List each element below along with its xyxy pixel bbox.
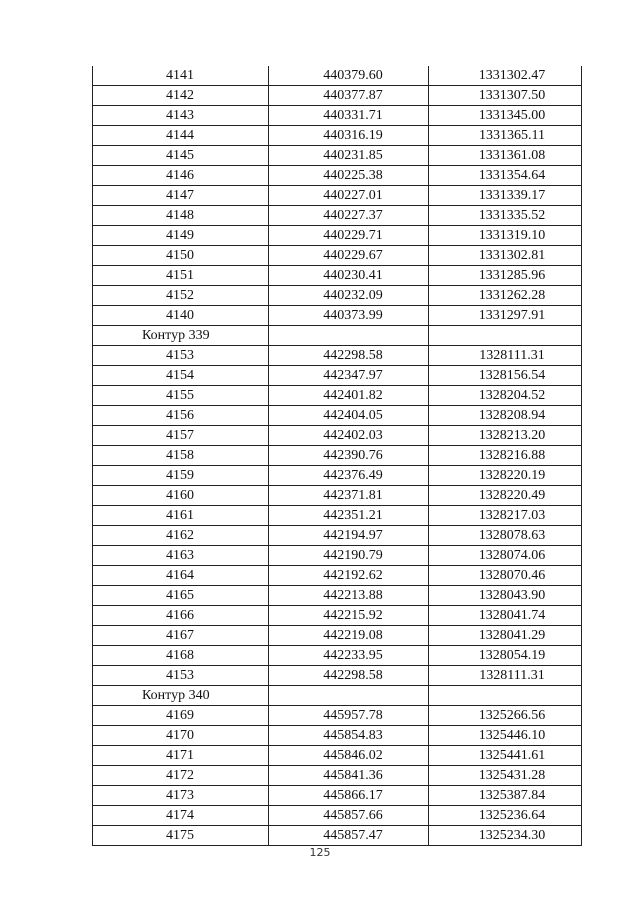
table-row — [92, 726, 582, 746]
point-number-cell: 4152 — [166, 288, 194, 303]
point-number-cell: 4147 — [166, 188, 194, 203]
x-coordinate-cell: 440227.01 — [323, 188, 383, 203]
point-number-cell: 4158 — [166, 448, 194, 463]
point-number-cell: 4161 — [166, 508, 194, 523]
y-coordinate-cell: 1328111.31 — [479, 348, 545, 363]
y-coordinate-cell: 1328041.74 — [478, 608, 546, 623]
y-coordinate-cell: 1331262.28 — [478, 288, 546, 303]
y-coordinate-cell: 1331335.52 — [478, 208, 546, 223]
table-row — [92, 166, 582, 186]
x-coordinate-cell: 440373.99 — [323, 308, 383, 323]
point-number-cell: 4160 — [166, 488, 194, 503]
y-coordinate-cell: 1328111.31 — [479, 668, 545, 683]
y-coordinate-cell: 1328204.52 — [478, 388, 546, 403]
point-number-cell: 4163 — [166, 548, 194, 563]
table-row — [92, 606, 582, 626]
x-coordinate-cell: 442219.08 — [323, 628, 383, 643]
x-coordinate-cell: 442402.03 — [323, 428, 383, 443]
point-number-cell: 4156 — [166, 408, 194, 423]
y-coordinate-cell: 1328070.46 — [478, 568, 546, 583]
y-coordinate-cell: 1325266.56 — [478, 708, 546, 723]
y-coordinate-cell: 1325446.10 — [478, 728, 546, 743]
table-row — [92, 226, 582, 246]
point-number-cell: 4165 — [166, 588, 194, 603]
x-coordinate-cell: 442401.82 — [323, 388, 383, 403]
table-row — [92, 346, 582, 366]
x-coordinate-cell: 442376.49 — [323, 468, 383, 483]
table-row — [92, 786, 582, 806]
x-coordinate-cell: 440232.09 — [323, 288, 383, 303]
y-coordinate-cell: 1331354.64 — [478, 168, 546, 183]
contour-label: Контур 340 — [142, 688, 210, 703]
table-row — [92, 106, 582, 126]
x-coordinate-cell — [268, 326, 428, 346]
table-row — [92, 306, 582, 326]
x-coordinate-cell: 440227.37 — [323, 208, 383, 223]
table-row — [92, 626, 582, 646]
table-row — [92, 146, 582, 166]
x-coordinate-cell: 442194.97 — [323, 528, 383, 543]
y-coordinate-cell: 1331365.11 — [479, 128, 545, 143]
point-number-cell: 4175 — [166, 828, 194, 843]
table-row — [92, 426, 582, 446]
point-number-cell: 4155 — [166, 388, 194, 403]
table-row — [92, 586, 582, 606]
y-coordinate-cell: 1331302.47 — [478, 68, 546, 83]
point-number-cell: 4153 — [166, 348, 194, 363]
table-row — [92, 546, 582, 566]
contour-header-row — [92, 686, 582, 706]
point-number-cell: 4150 — [166, 248, 194, 263]
y-coordinate-cell: 1325387.84 — [478, 788, 546, 803]
point-number-cell: 4171 — [166, 748, 194, 763]
table-row — [92, 86, 582, 106]
point-number-cell: 4145 — [166, 148, 194, 163]
point-number-cell: 4144 — [166, 128, 194, 143]
x-coordinate-cell: 440229.67 — [323, 248, 383, 263]
table-row — [92, 386, 582, 406]
y-coordinate-cell: 1328217.03 — [478, 508, 546, 523]
x-coordinate-cell: 440377.87 — [323, 88, 383, 103]
x-coordinate-cell: 440225.38 — [323, 168, 383, 183]
table-row — [92, 246, 582, 266]
point-number-cell: 4169 — [166, 708, 194, 723]
x-coordinate-cell: 445957.78 — [323, 708, 383, 723]
y-coordinate-cell: 1331307.50 — [478, 88, 546, 103]
point-number-cell: 4173 — [166, 788, 194, 803]
x-coordinate-cell: 445857.47 — [323, 828, 383, 843]
y-coordinate-cell: 1328208.94 — [478, 408, 546, 423]
x-coordinate-cell: 445866.17 — [323, 788, 383, 803]
y-coordinate-cell: 1331302.81 — [478, 248, 546, 263]
x-coordinate-cell: 440316.19 — [323, 128, 383, 143]
point-number-cell: 4149 — [166, 228, 194, 243]
point-number-cell: 4164 — [166, 568, 194, 583]
x-coordinate-cell: 442215.92 — [323, 608, 383, 623]
x-coordinate-cell — [268, 686, 428, 706]
x-coordinate-cell: 445857.66 — [323, 808, 383, 823]
point-number-cell: 4151 — [166, 268, 194, 283]
x-coordinate-cell: 442404.05 — [323, 408, 383, 423]
y-coordinate-cell: 1328054.19 — [478, 648, 546, 663]
table-row — [92, 706, 582, 726]
x-coordinate-cell: 442351.21 — [323, 508, 383, 523]
y-coordinate-cell: 1331345.00 — [478, 108, 546, 123]
point-number-cell: 4153 — [166, 668, 194, 683]
point-number-cell: 4170 — [166, 728, 194, 743]
y-coordinate-cell: 1331319.10 — [478, 228, 546, 243]
contour-header-row — [92, 326, 582, 346]
contour-label: Контур 339 — [142, 328, 210, 343]
table-row — [92, 286, 582, 306]
x-coordinate-cell: 442190.79 — [323, 548, 383, 563]
y-coordinate-cell: 1331361.08 — [478, 148, 546, 163]
y-coordinate-cell: 1325441.61 — [478, 748, 546, 763]
point-number-cell: 4167 — [166, 628, 194, 643]
table-row — [92, 466, 582, 486]
page-number: 125 — [309, 846, 331, 859]
x-coordinate-cell: 445841.36 — [323, 768, 383, 783]
y-coordinate-cell: 1328156.54 — [478, 368, 546, 383]
point-number-cell: 4159 — [166, 468, 194, 483]
table-row — [92, 766, 582, 786]
table-row — [92, 126, 582, 146]
table-row — [92, 646, 582, 666]
y-coordinate-cell: 1331339.17 — [478, 188, 546, 203]
x-coordinate-cell: 442192.62 — [323, 568, 383, 583]
point-number-cell: 4141 — [166, 68, 194, 83]
x-coordinate-cell: 442298.58 — [323, 668, 383, 683]
x-coordinate-cell: 442347.97 — [323, 368, 383, 383]
y-coordinate-cell: 1331297.91 — [478, 308, 546, 323]
x-coordinate-cell: 445846.02 — [323, 748, 383, 763]
x-coordinate-cell: 440379.60 — [323, 68, 383, 83]
y-coordinate-cell: 1328220.49 — [478, 488, 546, 503]
table-row — [92, 186, 582, 206]
table-row — [92, 746, 582, 766]
y-coordinate-cell: 1328043.90 — [478, 588, 546, 603]
point-number-cell: 4142 — [166, 88, 194, 103]
x-coordinate-cell: 442390.76 — [323, 448, 383, 463]
y-coordinate-cell: 1328220.19 — [478, 468, 546, 483]
table-row — [92, 406, 582, 426]
table-row — [92, 66, 582, 86]
x-coordinate-cell: 440231.85 — [323, 148, 383, 163]
point-number-cell: 4146 — [166, 168, 194, 183]
y-coordinate-cell: 1328074.06 — [478, 548, 546, 563]
table-row — [92, 266, 582, 286]
point-number-cell: 4174 — [166, 808, 194, 823]
table-row — [92, 366, 582, 386]
y-coordinate-cell — [428, 326, 582, 346]
x-coordinate-cell: 440229.71 — [323, 228, 383, 243]
y-coordinate-cell: 1331285.96 — [478, 268, 546, 283]
point-number-cell: 4157 — [166, 428, 194, 443]
point-number-cell: 4162 — [166, 528, 194, 543]
x-coordinate-cell: 440230.41 — [323, 268, 383, 283]
table-row — [92, 806, 582, 826]
point-number-cell: 4166 — [166, 608, 194, 623]
point-number-cell: 4168 — [166, 648, 194, 663]
table-row — [92, 446, 582, 466]
x-coordinate-cell: 442371.81 — [323, 488, 383, 503]
x-coordinate-cell: 442213.88 — [323, 588, 383, 603]
y-coordinate-cell: 1328078.63 — [478, 528, 546, 543]
point-number-cell: 4154 — [166, 368, 194, 383]
x-coordinate-cell: 442233.95 — [323, 648, 383, 663]
x-coordinate-cell: 440331.71 — [323, 108, 383, 123]
y-coordinate-cell: 1325234.30 — [478, 828, 546, 843]
y-coordinate-cell: 1325236.64 — [478, 808, 546, 823]
table-row — [92, 566, 582, 586]
point-number-cell: 4172 — [166, 768, 194, 783]
table-row — [92, 506, 582, 526]
y-coordinate-cell — [428, 686, 582, 706]
coordinates-table — [92, 66, 582, 846]
point-number-cell: 4143 — [166, 108, 194, 123]
y-coordinate-cell: 1328041.29 — [478, 628, 546, 643]
table-row — [92, 526, 582, 546]
point-number-cell: 4148 — [166, 208, 194, 223]
y-coordinate-cell: 1325431.28 — [478, 768, 546, 783]
table-row — [92, 206, 582, 226]
point-number-cell: 4140 — [166, 308, 194, 323]
y-coordinate-cell: 1328216.88 — [478, 448, 546, 463]
x-coordinate-cell: 445854.83 — [323, 728, 383, 743]
table-row — [92, 826, 582, 846]
x-coordinate-cell: 442298.58 — [323, 348, 383, 363]
y-coordinate-cell: 1328213.20 — [478, 428, 546, 443]
table-row — [92, 666, 582, 686]
table-row — [92, 486, 582, 506]
